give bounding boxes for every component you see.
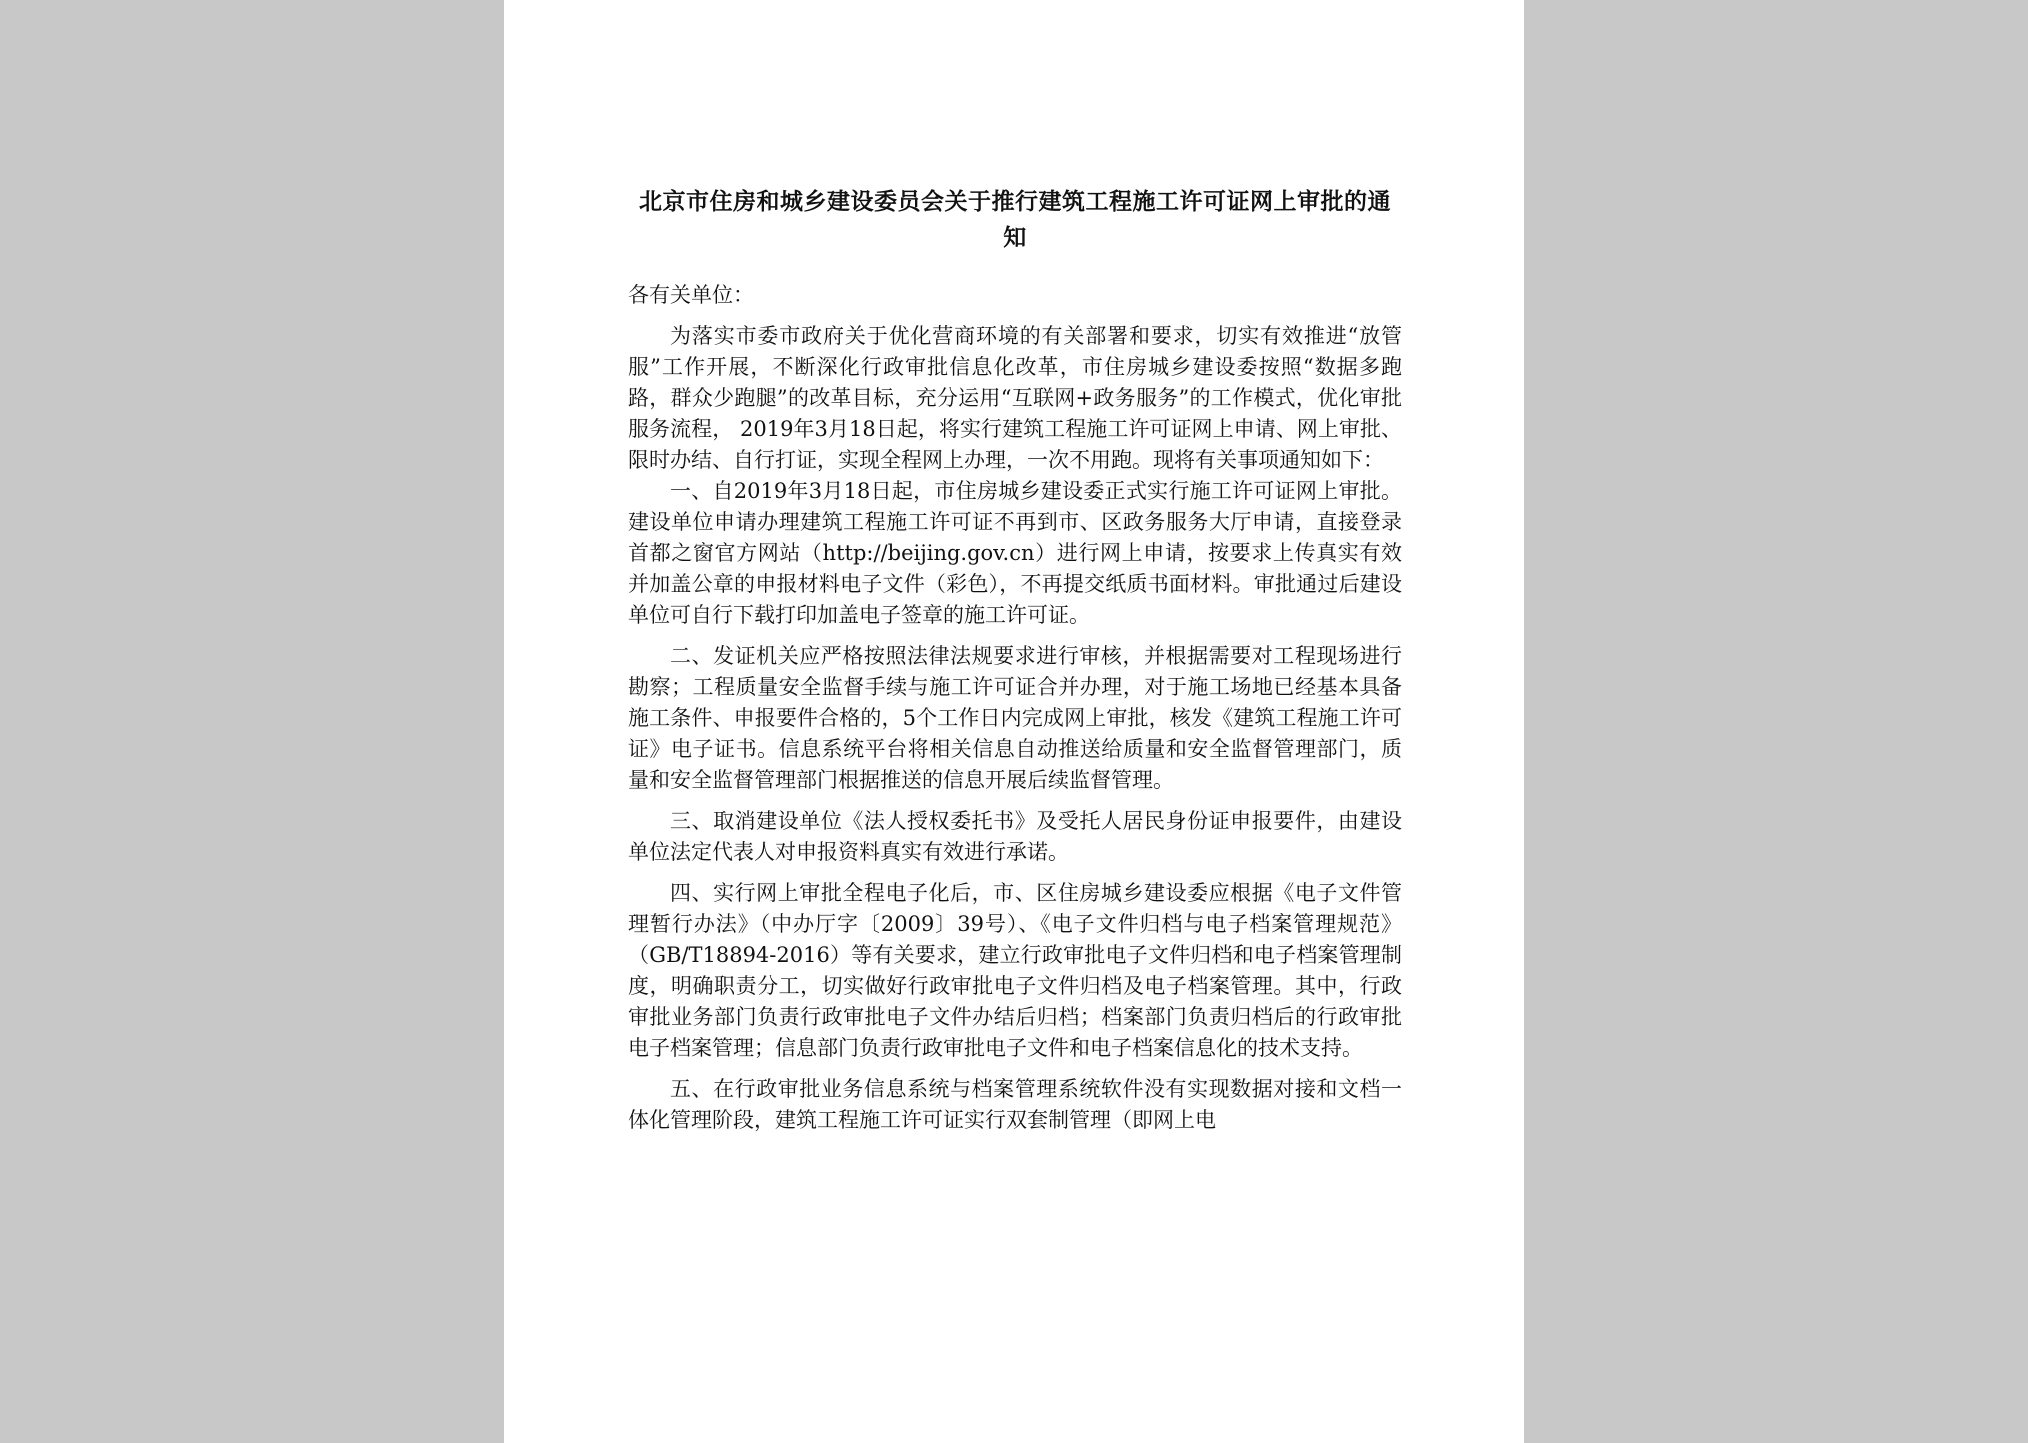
salutation: 各有关单位： — [628, 283, 754, 307]
document-content — [628, 184, 1402, 1136]
paragraph-item-2: 二、发证机关应严格按照法律法规要求进行审核，并根据需要对工程现场进行勘察；工程质量安全监督手续与施工许可证合并办理，对于施工场地已经基本具备施工条件、申报要件合格的，5个工作日内完成网上审批，核发《建筑工程施工许可证》电子证书。信息系统平台将相关信息自动推送给质量和安全监督管理部门，质量和安全监督管理部门根据推送的信息开展后续监督管理。 — [628, 644, 1402, 792]
paragraph-item-5: 五、在行政审批业务信息系统与档案管理系统软件没有实现数据对接和文档一体化管理阶段，建筑工程施工许可证实行双套制管理（即网上电 — [628, 1077, 1402, 1132]
paragraph-intro: 为落实市委市政府关于优化营商环境的有关部署和要求，切实有效推进“放管服”工作开展，不断深化行政审批信息化改革，市住房城乡建设委按照“数据多跑路，群众少跑腿”的改革目标，充分运用“互联网+政务服务”的工作模式，优化审批服务流程， 2019年3月18日起，将实行建筑工程施工许可证网上申请、网上审批、限时办结、自行打证，实现全程网上办理，一次不用跑。现将有关事项通知如下： — [628, 324, 1402, 472]
document-title: 北京市住房和城乡建设委员会关于推行建筑工程施工许可证网上审批的通知 — [639, 189, 1391, 251]
document-page — [504, 0, 1524, 1443]
paragraph-item-1: 一、自2019年3月18日起，市住房城乡建设委正式实行施工许可证网上审批。建设单位申请办理建筑工程施工许可证不再到市、区政务服务大厅申请，直接登录首都之窗官方网站（http://beijing.gov.cn）进行网上申请，按要求上传真实有效并加盖公章的申报材料电子文件（彩色），不再提交纸质书面材料。审批通过后建设单位可自行下载打印加盖电子签章的施工许可证。 — [628, 479, 1402, 627]
paragraph-item-3: 三、取消建设单位《法人授权委托书》及受托人居民身份证申报要件，由建设单位法定代表人对申报资料真实有效进行承诺。 — [628, 809, 1402, 864]
paragraph-item-4: 四、实行网上审批全程电子化后，市、区住房城乡建设委应根据《电子文件管理暂行办法》（中办厅字〔2009〕39号）、《电子文件归档与电子档案管理规范》（GB/T18894-2016）等有关要求，建立行政审批电子文件归档和电子档案管理制度，明确职责分工，切实做好行政审批电子文件归档及电子档案管理。其中，行政审批业务部门负责行政审批电子文件办结后归档；档案部门负责归档后的行政审批电子档案管理；信息部门负责行政审批电子文件和电子档案信息化的技术支持。 — [628, 881, 1402, 1060]
